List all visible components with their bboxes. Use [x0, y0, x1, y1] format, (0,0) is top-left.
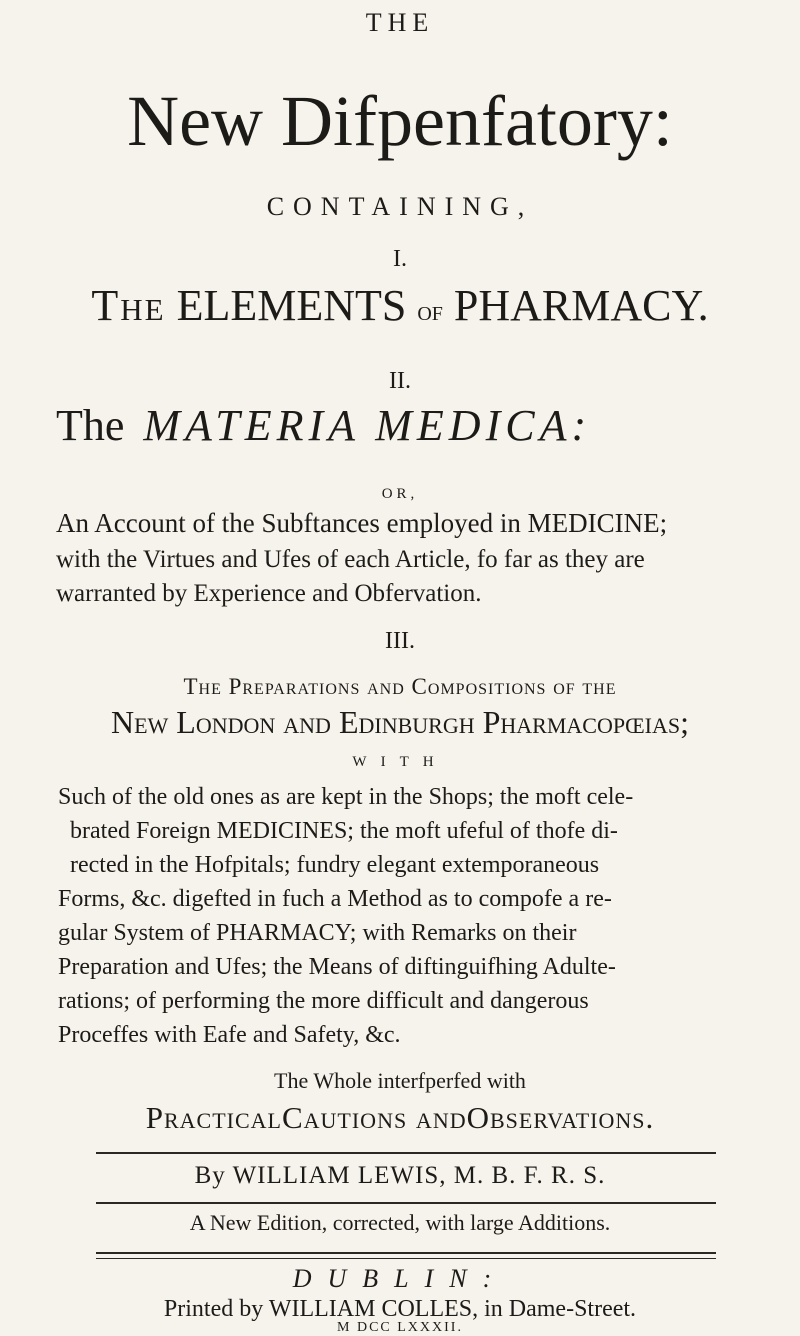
part2-desc-line: An Account of the Subftances employed in MEDICINE;	[56, 508, 668, 538]
edition-line: A New Edition, corrected, with large Additions.	[189, 1210, 611, 1235]
part1-title	[0, 278, 800, 340]
place-line: DUBLIN:	[292, 1264, 508, 1293]
part3-desc-line: Proceffes with Eafe and Safety, &c.	[58, 1022, 401, 1048]
main-title: New Difpenfatory:	[127, 81, 673, 161]
part2-desc-line: warranted by Experience and Obfervation.	[56, 580, 482, 607]
part3-desc-line: rations; of performing the more difficult and dangerous	[58, 988, 589, 1014]
with-heading: WITH	[352, 754, 448, 770]
part3-line1: The Preparations and Compositions of the	[183, 674, 617, 699]
rule-double-1	[96, 1252, 716, 1254]
part1-the: The	[91, 281, 166, 330]
part3-line2: New London and Edinburgh Pharmacopœias;	[110, 704, 689, 740]
rule-double-2	[96, 1258, 716, 1259]
part3-desc-line: Such of the old ones as are kept in the Shops; the moft cele-	[58, 784, 634, 810]
part1-elements: ELEMENTS	[176, 281, 407, 330]
rule-top	[96, 1152, 716, 1154]
whole-line: The Whole interfperfed with	[274, 1068, 526, 1093]
author-line: By WILLIAM LEWIS, M. B. F. R. S.	[194, 1162, 606, 1189]
containing-heading: CONTAINING,	[266, 192, 534, 221]
part1-of: of	[417, 296, 443, 327]
part1-numeral: I.	[393, 246, 407, 272]
part3-desc-line: Forms, &c. digefted in fuch a Method as to compofe a re-	[58, 886, 612, 912]
part3-desc-line: rected in the Hofpitals; fundry elegant extemporaneous	[70, 852, 600, 878]
part3-desc-line: Preparation and Ufes; the Means of diftinguifhing Adulte-	[58, 954, 616, 980]
part3-desc-line: brated Foreign MEDICINES; the moft ufeful of thofe di-	[70, 818, 618, 844]
part3-numeral: III.	[385, 628, 415, 654]
year-line: M DCC LXXXII.	[337, 1320, 463, 1335]
materia-medica: MATERIA MEDICA:	[143, 401, 592, 450]
part2-numeral: II.	[389, 368, 411, 394]
printer-line: Printed by WILLIAM COLLES, in Dame-Street.	[163, 1296, 637, 1322]
part1-pharmacy: PHARMACY.	[453, 281, 709, 330]
rule-author	[96, 1202, 716, 1204]
cautions-line: PracticalCautions andObservations.	[145, 1100, 655, 1135]
part2-title	[56, 398, 756, 454]
or-heading: OR,	[381, 486, 419, 502]
part2-the: The	[56, 401, 125, 450]
the-heading: THE	[365, 8, 435, 37]
part2-desc-line: with the Virtues and Ufes of each Article, fo far as they are	[56, 546, 645, 573]
part3-desc-line: gular System of PHARMACY; with Remarks on their	[58, 920, 577, 946]
